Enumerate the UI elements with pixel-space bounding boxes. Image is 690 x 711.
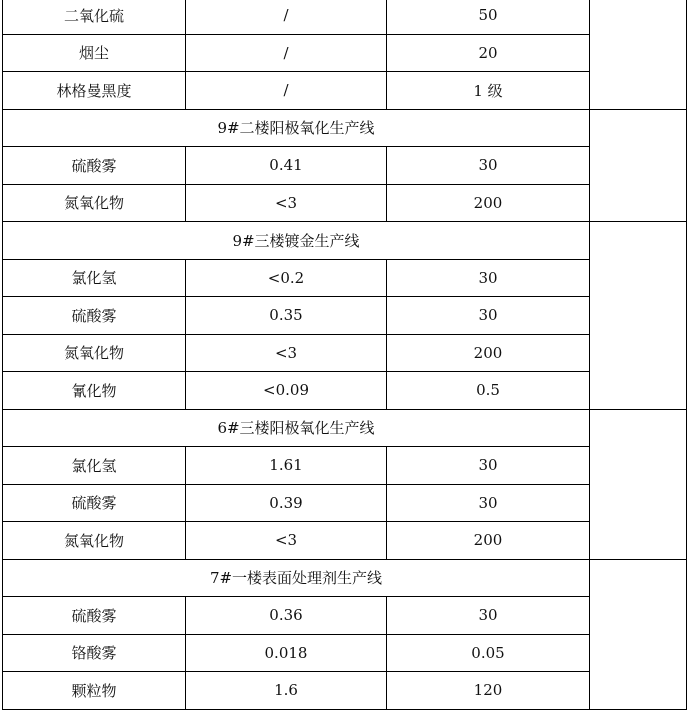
section-header-row (3, 559, 687, 597)
table-row (3, 372, 687, 410)
pollutant-cell: 烟尘 (3, 34, 186, 72)
section-title: 9#二楼阳极氧化生产线 (3, 109, 590, 147)
measured-value-cell: 1.6 (186, 672, 387, 710)
section-header-row (3, 409, 687, 447)
remarks-cell (590, 559, 687, 709)
limit-value-cell: 30 (387, 484, 590, 522)
measured-value-cell: 0.41 (186, 147, 387, 185)
pollutant-cell: 颗粒物 (3, 672, 186, 710)
remarks-cell (590, 409, 687, 559)
pollutant-cell: 林格曼黑度 (3, 72, 186, 110)
measured-value-cell: <3 (186, 184, 387, 222)
limit-value-cell: 30 (387, 147, 590, 185)
measured-value-cell: / (186, 34, 387, 72)
pollutant-cell: 铬酸雾 (3, 634, 186, 672)
limit-value-cell: 50 (387, 0, 590, 34)
measured-value-cell: <3 (186, 522, 387, 560)
pollutant-cell: 氮氧化物 (3, 184, 186, 222)
pollutant-cell: 硫酸雾 (3, 597, 186, 635)
measured-value-cell: 0.018 (186, 634, 387, 672)
limit-value-cell: 30 (387, 447, 590, 485)
table-row (3, 0, 687, 34)
limit-value-cell: 30 (387, 597, 590, 635)
section-title: 6#三楼阳极氧化生产线 (3, 409, 590, 447)
limit-value-cell: 20 (387, 34, 590, 72)
section-title: 9#三楼镀金生产线 (3, 222, 590, 260)
table-row (3, 72, 687, 110)
pollutant-cell: 氯化氢 (3, 447, 186, 485)
pollutant-cell: 氮氧化物 (3, 522, 186, 560)
measured-value-cell: / (186, 72, 387, 110)
pollutant-cell: 氮氧化物 (3, 334, 186, 372)
remarks-cell (590, 109, 687, 222)
table-row (3, 672, 687, 710)
table-row (3, 147, 687, 185)
remarks-cell (590, 0, 687, 109)
limit-value-cell: 30 (387, 297, 590, 335)
section-header-row (3, 109, 687, 147)
pollutant-cell: 硫酸雾 (3, 147, 186, 185)
table-row (3, 184, 687, 222)
measured-value-cell: <0.2 (186, 259, 387, 297)
table-row (3, 297, 687, 335)
measured-value-cell: 0.36 (186, 597, 387, 635)
table-row (3, 484, 687, 522)
table-row (3, 447, 687, 485)
limit-value-cell: 200 (387, 334, 590, 372)
pollutant-cell: 氰化物 (3, 372, 186, 410)
limit-value-cell: 0.5 (387, 372, 590, 410)
limit-value-cell: 0.05 (387, 634, 590, 672)
table-row (3, 334, 687, 372)
limit-value-cell: 1 级 (387, 72, 590, 110)
measured-value-cell: 0.39 (186, 484, 387, 522)
pollutant-cell: 硫酸雾 (3, 484, 186, 522)
table-row (3, 259, 687, 297)
section-title: 7#一楼表面处理剂生产线 (3, 559, 590, 597)
emissions-table-body (3, 0, 687, 709)
section-header-row (3, 222, 687, 260)
limit-value-cell: 30 (387, 259, 590, 297)
measured-value-cell: 0.35 (186, 297, 387, 335)
measured-value-cell: 1.61 (186, 447, 387, 485)
limit-value-cell: 120 (387, 672, 590, 710)
limit-value-cell: 200 (387, 184, 590, 222)
table-row (3, 522, 687, 560)
pollutant-cell: 氯化氢 (3, 259, 186, 297)
table-row (3, 597, 687, 635)
measured-value-cell: <3 (186, 334, 387, 372)
remarks-cell (590, 222, 687, 410)
table-row (3, 634, 687, 672)
pollutant-cell: 硫酸雾 (3, 297, 186, 335)
pollutant-cell: 二氧化硫 (3, 0, 186, 34)
table-row (3, 34, 687, 72)
limit-value-cell: 200 (387, 522, 590, 560)
emissions-table (2, 0, 687, 710)
measured-value-cell: <0.09 (186, 372, 387, 410)
measured-value-cell: / (186, 0, 387, 34)
